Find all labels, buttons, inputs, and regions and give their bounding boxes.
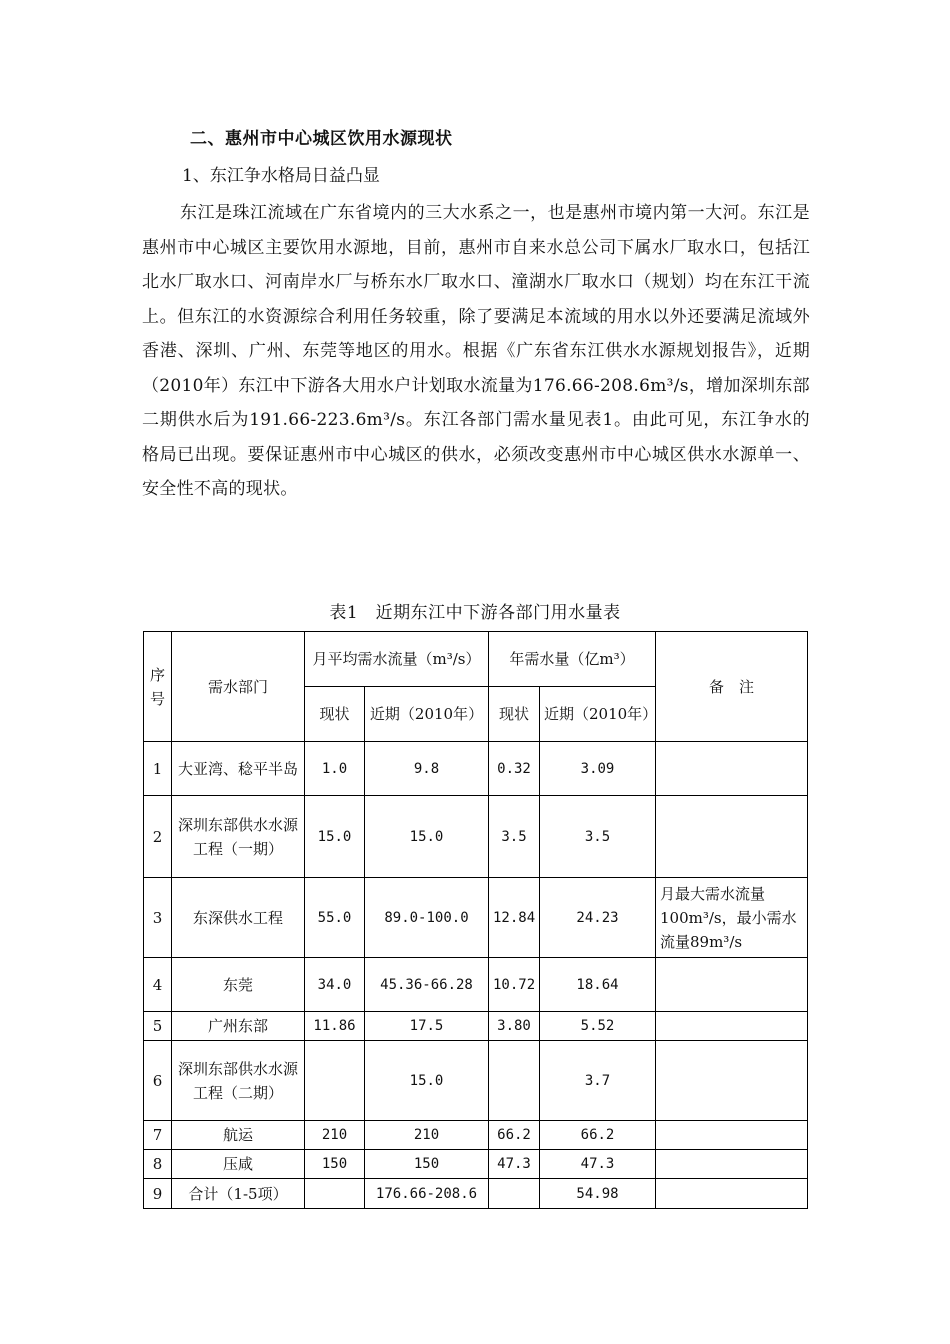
cell-annual-near: 54.98 <box>540 1179 656 1209</box>
table-header-row <box>144 632 808 687</box>
cell-dept: 压咸 <box>172 1150 305 1179</box>
cell-note <box>656 1121 808 1150</box>
header-annual-near: 近期（2010年） <box>540 687 656 742</box>
cell-annual-near: 3.7 <box>540 1041 656 1121</box>
table-row <box>144 958 808 1012</box>
cell-flow-near: 17.5 <box>365 1012 489 1041</box>
table-row <box>144 878 808 958</box>
cell-flow-near: 210 <box>365 1121 489 1150</box>
cell-annual-near: 5.52 <box>540 1012 656 1041</box>
header-flow-near: 近期（2010年） <box>365 687 489 742</box>
cell-flow-current: 210 <box>305 1121 365 1150</box>
header-no: 序号 <box>144 632 172 742</box>
cell-flow-current: 34.0 <box>305 958 365 1012</box>
cell-flow-near: 176.66-208.6 <box>365 1179 489 1209</box>
cell-no: 7 <box>144 1121 172 1150</box>
table-row <box>144 1041 808 1121</box>
cell-dept: 东深供水工程 <box>172 878 305 958</box>
water-demand-table <box>143 631 808 1209</box>
table-row <box>144 1179 808 1209</box>
cell-dept: 航运 <box>172 1121 305 1150</box>
cell-annual-current <box>489 1179 540 1209</box>
cell-no: 2 <box>144 796 172 878</box>
cell-flow-current: 1.0 <box>305 742 365 796</box>
cell-note <box>656 1150 808 1179</box>
table-row <box>144 796 808 878</box>
section-heading: 二、惠州市中心城区饮用水源现状 <box>190 129 453 149</box>
cell-flow-near: 150 <box>365 1150 489 1179</box>
cell-note <box>656 742 808 796</box>
cell-annual-near: 24.23 <box>540 878 656 958</box>
cell-flow-current: 150 <box>305 1150 365 1179</box>
cell-no: 6 <box>144 1041 172 1121</box>
cell-no: 5 <box>144 1012 172 1041</box>
cell-flow-near: 15.0 <box>365 796 489 878</box>
header-dept: 需水部门 <box>172 632 305 742</box>
body-paragraph: 东江是珠江流域在广东省境内的三大水系之一，也是惠州市境内第一大河。东江是惠州市中心城区主要饮用水源地，目前，惠州市自来水总公司下属水厂取水口，包括江北水厂取水口、河南岸水厂与桥东水厂取水口、潼湖水厂取水口（规划）均在东江干流上。但东江的水资源综合利用任务较重，除了要满足本流域的用水以外还要满足流域外香港、深圳、广州、东莞等地区的用水。根据《广东省东江供水水源规划报告》，近期（2010年）东江中下游各大用水户计划取水流量为176.66-208.6m³/s，增加深圳东部二期供水后为191.66-223.6m³/s。东江各部门需水量见表1。由此可见，东江争水的格局已出现。要保证惠州市中心城区的供水，必须改变惠州市中心城区供水水源单一、安全性不高的现状。 <box>142 203 810 499</box>
cell-annual-near: 47.3 <box>540 1150 656 1179</box>
cell-flow-near: 89.0-100.0 <box>365 878 489 958</box>
cell-annual-current: 3.80 <box>489 1012 540 1041</box>
cell-note: 月最大需水流量100m³/s，最小需水流量89m³/s <box>656 878 808 958</box>
cell-flow-current: 15.0 <box>305 796 365 878</box>
cell-flow-near: 15.0 <box>365 1041 489 1121</box>
cell-flow-current <box>305 1041 365 1121</box>
cell-flow-current: 55.0 <box>305 878 365 958</box>
table-row <box>144 1150 808 1179</box>
cell-note <box>656 1012 808 1041</box>
cell-annual-near: 3.5 <box>540 796 656 878</box>
cell-annual-current: 12.84 <box>489 878 540 958</box>
cell-flow-near: 9.8 <box>365 742 489 796</box>
table-caption: 表1 近期东江中下游各部门用水量表 <box>329 603 621 623</box>
cell-dept: 大亚湾、稔平半岛 <box>172 742 305 796</box>
cell-flow-current: 11.86 <box>305 1012 365 1041</box>
cell-annual-current: 47.3 <box>489 1150 540 1179</box>
header-note: 备 注 <box>656 632 808 742</box>
cell-annual-current: 0.32 <box>489 742 540 796</box>
cell-note <box>656 1179 808 1209</box>
cell-dept: 深圳东部供水水源工程（一期） <box>172 796 305 878</box>
cell-annual-current: 66.2 <box>489 1121 540 1150</box>
cell-dept: 广州东部 <box>172 1012 305 1041</box>
cell-annual-near: 18.64 <box>540 958 656 1012</box>
cell-annual-current: 3.5 <box>489 796 540 878</box>
subsection-heading: 1、东江争水格局日益凸显 <box>182 166 380 186</box>
cell-no: 4 <box>144 958 172 1012</box>
header-annual-current: 现状 <box>489 687 540 742</box>
cell-flow-current <box>305 1179 365 1209</box>
cell-no: 1 <box>144 742 172 796</box>
table-row <box>144 742 808 796</box>
header-flow: 月平均需水流量（m³/s） <box>305 632 489 687</box>
table-row <box>144 1012 808 1041</box>
table-row <box>144 1121 808 1150</box>
cell-dept: 深圳东部供水水源工程（二期） <box>172 1041 305 1121</box>
cell-no: 9 <box>144 1179 172 1209</box>
cell-annual-near: 3.09 <box>540 742 656 796</box>
cell-note <box>656 958 808 1012</box>
header-flow-current: 现状 <box>305 687 365 742</box>
cell-annual-current: 10.72 <box>489 958 540 1012</box>
cell-note <box>656 796 808 878</box>
cell-no: 3 <box>144 878 172 958</box>
cell-annual-current <box>489 1041 540 1121</box>
header-annual: 年需水量（亿m³） <box>489 632 656 687</box>
cell-dept: 东莞 <box>172 958 305 1012</box>
cell-flow-near: 45.36-66.28 <box>365 958 489 1012</box>
cell-dept: 合计（1-5项） <box>172 1179 305 1209</box>
cell-note <box>656 1041 808 1121</box>
cell-no: 8 <box>144 1150 172 1179</box>
cell-annual-near: 66.2 <box>540 1121 656 1150</box>
